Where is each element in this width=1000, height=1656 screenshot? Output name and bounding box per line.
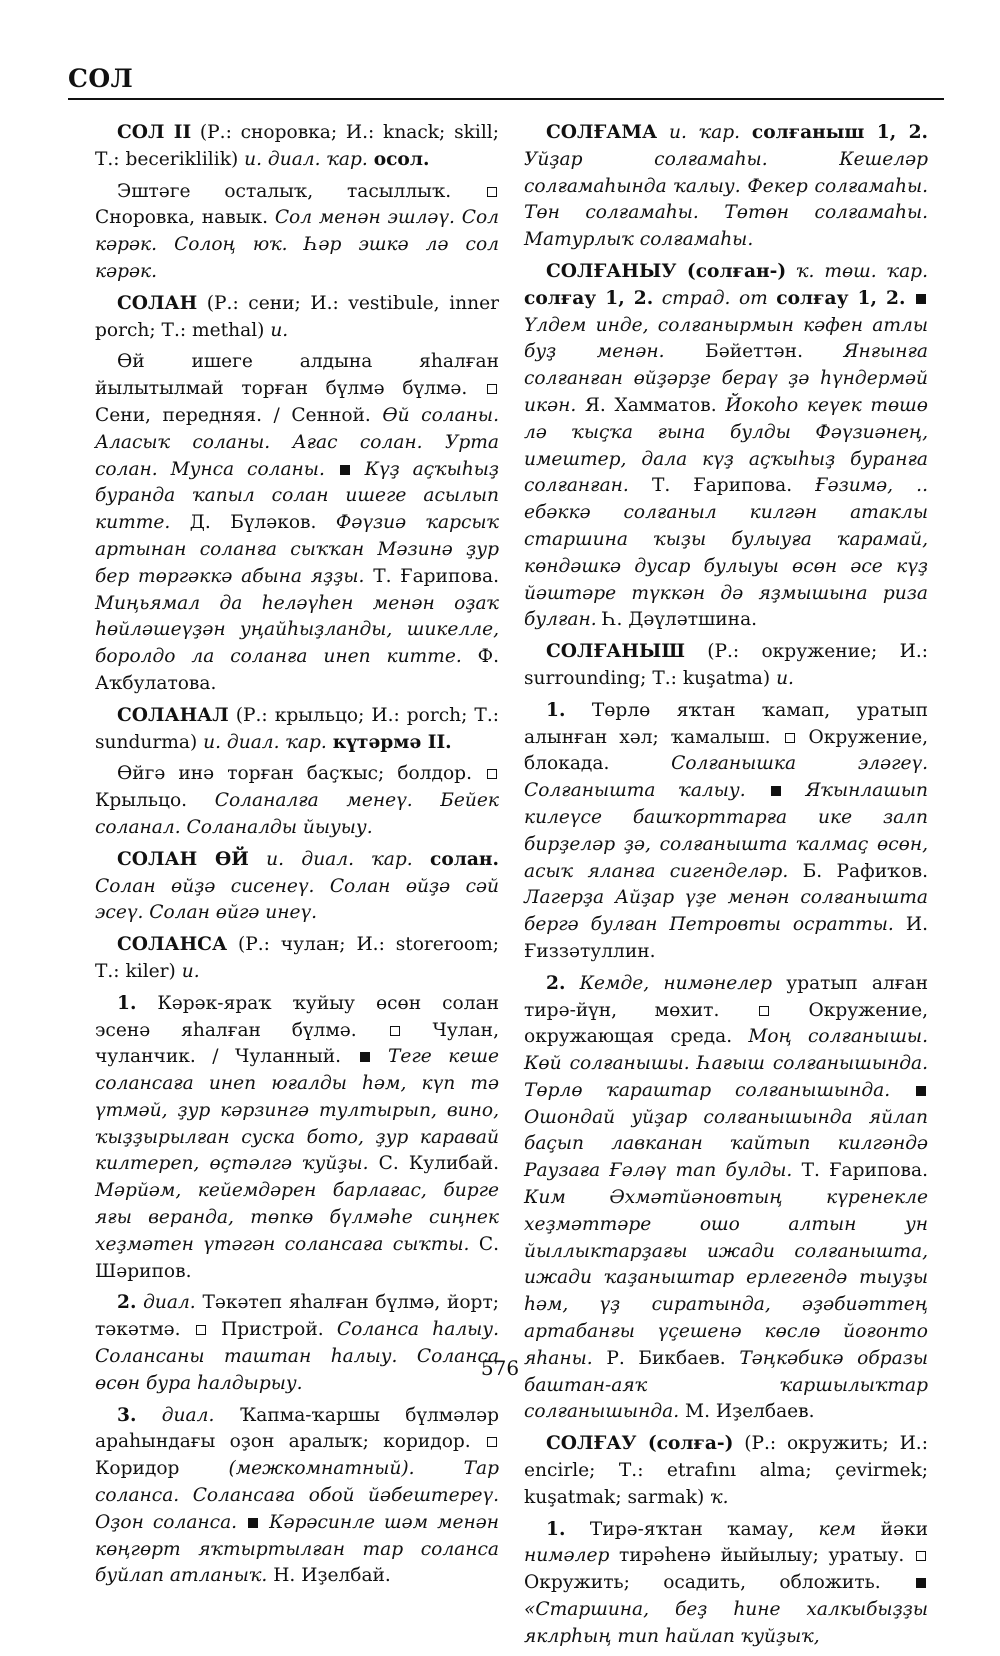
italic-text: ҡ. төш. ҡар.	[786, 260, 928, 282]
text-run: Тирә-яҡтан ҡамау,	[565, 1518, 819, 1540]
dictionary-entry	[524, 259, 928, 634]
white-square-icon	[487, 384, 497, 394]
white-square-icon	[759, 1006, 769, 1016]
text-run: Бәйеттән.	[705, 341, 844, 363]
headword: СОЛҒАУ (солға-)	[546, 1433, 734, 1455]
italic-text: Янғынға солғанған өйҙәрҙе бераү ҙә һүндермәй икән.	[524, 341, 928, 416]
headword: СОЛҒАНЫШ	[546, 641, 685, 663]
text-run: Д. Бүләков.	[189, 512, 336, 534]
italic-text: нимәлер	[524, 1545, 620, 1567]
text-run: Сноровка, навык.	[95, 207, 275, 229]
bold-text: 2.	[117, 1292, 137, 1314]
dictionary-entry	[95, 847, 499, 927]
italic-text: Солан өйҙә сисенеү. Солан өйҙә сәй эсеү. Солан өйгә инеү.	[95, 875, 499, 924]
italic-text: и. диал. ҡар.	[203, 731, 333, 753]
italic-text: диал.	[136, 1404, 240, 1426]
italic-text: Лагерҙа Айҙар үҙе менән солғанышта бергә булған Петровты осратты.	[524, 887, 928, 936]
text-run: Кәрәк-яраҡ ҡуйыу өсөн солан эсенә яһалған бүлмә.	[95, 992, 499, 1041]
white-square-icon	[785, 733, 795, 743]
italic-text: Ошондай уйҙар солғанышында яйлап баҫып лавканан ҡайтып килгәндә Раузаға Ғәләү тап булды.	[524, 1106, 928, 1182]
white-square-icon	[487, 769, 497, 779]
entry-paragraph	[95, 1290, 499, 1397]
text-run: Һ. Дәүләтшина.	[602, 609, 758, 631]
italic-text: и. ҡар.	[657, 122, 752, 143]
text-run: тирәһенә йыйылыу; уратыу.	[619, 1545, 914, 1567]
headword: СОЛАН ӨЙ	[117, 848, 249, 870]
bold-text: 1.	[117, 992, 137, 1014]
text-run: Окружение, окружающая среда.	[524, 999, 928, 1048]
text-run: Р. Бикбаев.	[606, 1347, 740, 1369]
italic-text: Моң солғанышы. Көй солғанышы. Һағыш солғанышында. Төрлө ҡараштар солғанышында.	[524, 1026, 928, 1101]
text-run: Сени, передняя. / Сенной.	[95, 404, 383, 426]
white-square-icon	[916, 1551, 926, 1561]
text-run: (Р.: сноровка; И.: knack; skill; Т.: beceriklilik)	[95, 122, 499, 170]
bold-text: солғаныш 1, 2.	[751, 122, 928, 143]
text-run: Т. Ғарипова.	[651, 475, 816, 497]
text-run: йәки	[880, 1518, 928, 1540]
text-run: (Р.: окружение; И.: surrounding; Т.: kuşatma)	[524, 641, 928, 689]
text-run: (Р.: чулан; И.: storeroom; Т.: kiler)	[95, 934, 499, 982]
black-square-icon	[340, 465, 350, 475]
black-square-icon	[248, 1518, 258, 1528]
text-run: Окружить; осадить, обложить.	[524, 1572, 914, 1594]
text-run: Өйгә инә торған баҫҡыс; болдор.	[117, 763, 485, 785]
italic-text: Миңьямал да һеләүһен менән оҙаҡ һөйләшеүҙән уңайһыҙланды, шикелле, боролдо ла соланға инеп китте.	[95, 592, 499, 668]
text-run: С. Кулибай.	[378, 1153, 499, 1175]
italic-text: кем	[818, 1518, 881, 1540]
black-square-icon	[916, 1086, 926, 1096]
text-run: (Р.: сени; И.: vestibule, inner porch; Т.: methal)	[95, 292, 499, 341]
black-square-icon	[771, 786, 781, 796]
italic-text: Теге кеше солансаға инеп юғалды һәм, күп тә үтмәй, ҙур кәрзингә тултырып, вино, ҡыҙҙырылған суска бото, ҙур каравай килтереп, өҫтәлгә ҡуйҙы.	[95, 1046, 499, 1175]
text-run: И. Ғиззәтуллин.	[524, 914, 928, 962]
italic-text: диал.	[136, 1292, 203, 1314]
text-run: Я. Хамматов.	[584, 394, 726, 416]
entry-paragraph	[95, 179, 499, 286]
right-column	[524, 120, 928, 1656]
text-run: Н. Иҙелбай.	[273, 1565, 391, 1587]
entry-paragraph	[95, 761, 499, 841]
bold-text: солғау 1, 2.	[524, 287, 654, 309]
black-square-icon	[916, 294, 926, 304]
dictionary-entry	[95, 932, 499, 986]
entry-paragraph	[524, 1517, 928, 1651]
header-rule	[68, 98, 944, 100]
text-run: Төрлө яҡтан ҡамап, уратып алынған хәл; ҡамалыш.	[524, 699, 928, 748]
italic-text: Ғәзимә, .. ебәккә солғаныл килгән атаклы старшина ҡыҙы булыуға ҡарамай, көндәшкә дусар булыуы өсөн әсе күҙ йәштәре түккән дә яҙмышына риза булған.	[524, 475, 928, 631]
text-run: Окружение, блокада.	[524, 726, 928, 775]
running-head: СОЛ	[68, 64, 134, 93]
text-run: Ф. Аҡбулатова.	[95, 646, 499, 694]
italic-text: Солғанышка эләгеү. Солғанышта ҡалыу.	[524, 753, 929, 802]
headword: СОЛҒАМА	[546, 122, 658, 143]
dictionary-entry	[524, 639, 928, 693]
italic-text: и.	[181, 960, 200, 982]
entry-paragraph	[95, 991, 499, 1286]
italic-text: «Старшина, беҙ һине халкыбыҙҙы яклрһың тип һайлап ҡуйҙыҡ,	[524, 1599, 928, 1647]
headword: СОЛАНАЛ	[117, 704, 229, 726]
italic-text: и.	[776, 667, 794, 689]
bold-text: күтәрмә II.	[332, 731, 452, 753]
italic-text: Кәрәсинле шәм менән көңгөрт яҡтыртылған тар соланса буйлап атланыҡ.	[95, 1511, 499, 1587]
text-run: (Р.: крыльцо; И.: porch; Т.: sundurma)	[95, 704, 499, 753]
italic-text: (межкомнатный). Тар соланса. Солансаға обой йәбештереү. Оҙон соланса.	[95, 1458, 499, 1533]
dictionary-entry	[524, 1431, 928, 1511]
text-run: Т. Ғарипова.	[801, 1160, 928, 1182]
text-run: Эштәге осталыҡ, тасыллыҡ.	[117, 180, 485, 202]
text-run: уратып алған тирә-йүн, мөхит.	[524, 972, 928, 1021]
text-run: М. Иҙелбаев.	[685, 1401, 815, 1423]
text-run: Чулан, чуланчик. / Чуланный.	[95, 1019, 499, 1068]
bold-text: 1.	[546, 1518, 566, 1540]
text-run: Өй ишеге алдына яһалған йылытылмай торған бүлмә бүлмә.	[95, 351, 499, 400]
entry-paragraph	[95, 1403, 499, 1591]
bold-text: осол.	[373, 148, 430, 170]
white-square-icon	[196, 1325, 206, 1335]
text-run: (Р.: окружить; И.: encirle; Т.: etrafını alma; çevirmek; kuşatmak; sarmak)	[524, 1433, 928, 1508]
italic-text: Соланалға менеү. Бейек соланал. Соланалды йыуыу.	[95, 790, 500, 838]
text-run	[905, 288, 914, 309]
white-square-icon	[487, 1437, 497, 1447]
text-run: Крыльцо.	[95, 790, 215, 812]
text-run: С. Шәрипов.	[95, 1233, 499, 1282]
italic-text: Соланса һалыу. Солансаны таштан һалыу. Соланса өсөн бура һалдырыу.	[95, 1319, 499, 1394]
headword: СОЛҒАНЫУ (солған-)	[546, 260, 787, 282]
italic-text: Мәрйәм, кейемдәрен барлағас, бирге яғы веранда, төпкө бүлмәһе сиңнек хеҙмәтен үтәгән солансаға сыҡты.	[95, 1180, 499, 1255]
dictionary-entry	[95, 291, 499, 345]
italic-text: ҡ.	[710, 1486, 729, 1508]
text-run: Б. Рафиҡов.	[802, 860, 928, 882]
bold-text: 1.	[546, 699, 566, 721]
bold-text: 3.	[117, 1404, 137, 1426]
italic-text: Тәңкәбикә образы баштан-аяҡ ҡаршылыҡтар солғанышында.	[524, 1347, 928, 1423]
headword: СОЛАН	[117, 292, 198, 314]
italic-text: Күҙ аҫҡыһыҙ буранда ҡапыл солан ишеге асылып китте.	[95, 458, 500, 534]
text-run: Т. Ғарипова.	[373, 565, 500, 587]
black-square-icon	[360, 1052, 370, 1062]
italic-text: Сол менән эшләү. Сол кәрәк. Солоң юҡ. Һәр эшкә лә сол кәрәк.	[95, 207, 499, 282]
dictionary-entry	[95, 120, 499, 174]
italic-text: и. диал. ҡар.	[248, 848, 431, 870]
italic-text: Өй соланы. Аласыҡ соланы. Ағас солан. Урта солан. Мунса соланы.	[95, 404, 499, 480]
text-run: Ҡапма-ҡаршы бүлмәләр араһындағы оҙон аралыҡ; коридор.	[95, 1404, 499, 1453]
italic-text: и.	[270, 319, 289, 341]
text-run: Пристрой.	[207, 1319, 337, 1341]
headword: СОЛАНСА	[117, 934, 228, 956]
bold-text: 2.	[546, 972, 566, 994]
dictionary-entry	[95, 703, 499, 757]
italic-text: Ким Әхмәтйәновтың күренекле хеҙмәттәре ошо алтын ун йыллыктарҙағы ижади солғанышта, ижади ҡаҙаныштар ерлегендә тыуҙы һәм, үҙ сиратында, әҙәбиәттең артабанғы үҫешенә көслө йоғонто яһаны.	[524, 1187, 928, 1369]
italic-text: Үлдем инде, солғанырмын кәфен атлы буҙ менән.	[524, 314, 928, 363]
entry-paragraph	[524, 698, 928, 966]
italic-text: и. диал. ҡар.	[244, 148, 374, 170]
bold-text: солғау 1, 2.	[776, 287, 906, 309]
black-square-icon	[916, 1578, 926, 1588]
italic-text: Кемде, нимәнелер	[565, 972, 787, 994]
bold-text: солан.	[430, 848, 499, 870]
entry-paragraph	[95, 349, 499, 697]
italic-text: Яҡынлашып килеүсе башҡорттарға ике залп бирҙеләр ҙә, солғанышта ҡалмаҫ өсөн, асыҡ яланға сигенделәр.	[524, 780, 928, 882]
page-number: 576	[480, 1356, 520, 1380]
italic-text: Йокоһо кеүек төшө лә ҡыҫҡа ғына булды Фәүзиәнең, имештер, дала күҙ аҫҡыһыҙ буранға солғанған.	[524, 394, 928, 497]
italic-text: страд. от	[653, 287, 777, 309]
white-square-icon	[390, 1026, 400, 1036]
italic-text: Уйҙар солғамаһы. Кешеләр солғамаһында ҡалыу. Фекер солғамаһы. Төн солғамаһы. Төтөн солғамаһы. Матурлыҡ солғамаһы.	[524, 148, 928, 251]
text-run: Коридор	[95, 1458, 229, 1480]
white-square-icon	[487, 187, 497, 197]
italic-text: Фәүзиә ҡарсыҡ артынан соланға сыҡҡан Мәзинә ҙур бер төргәккә абына яҙҙы.	[95, 512, 499, 587]
text-run: Тәкәтеп яһалған бүлмә, йорт; тәкәтмә.	[95, 1292, 500, 1341]
dictionary-entry	[524, 120, 928, 254]
headword: СОЛ II	[117, 122, 192, 143]
